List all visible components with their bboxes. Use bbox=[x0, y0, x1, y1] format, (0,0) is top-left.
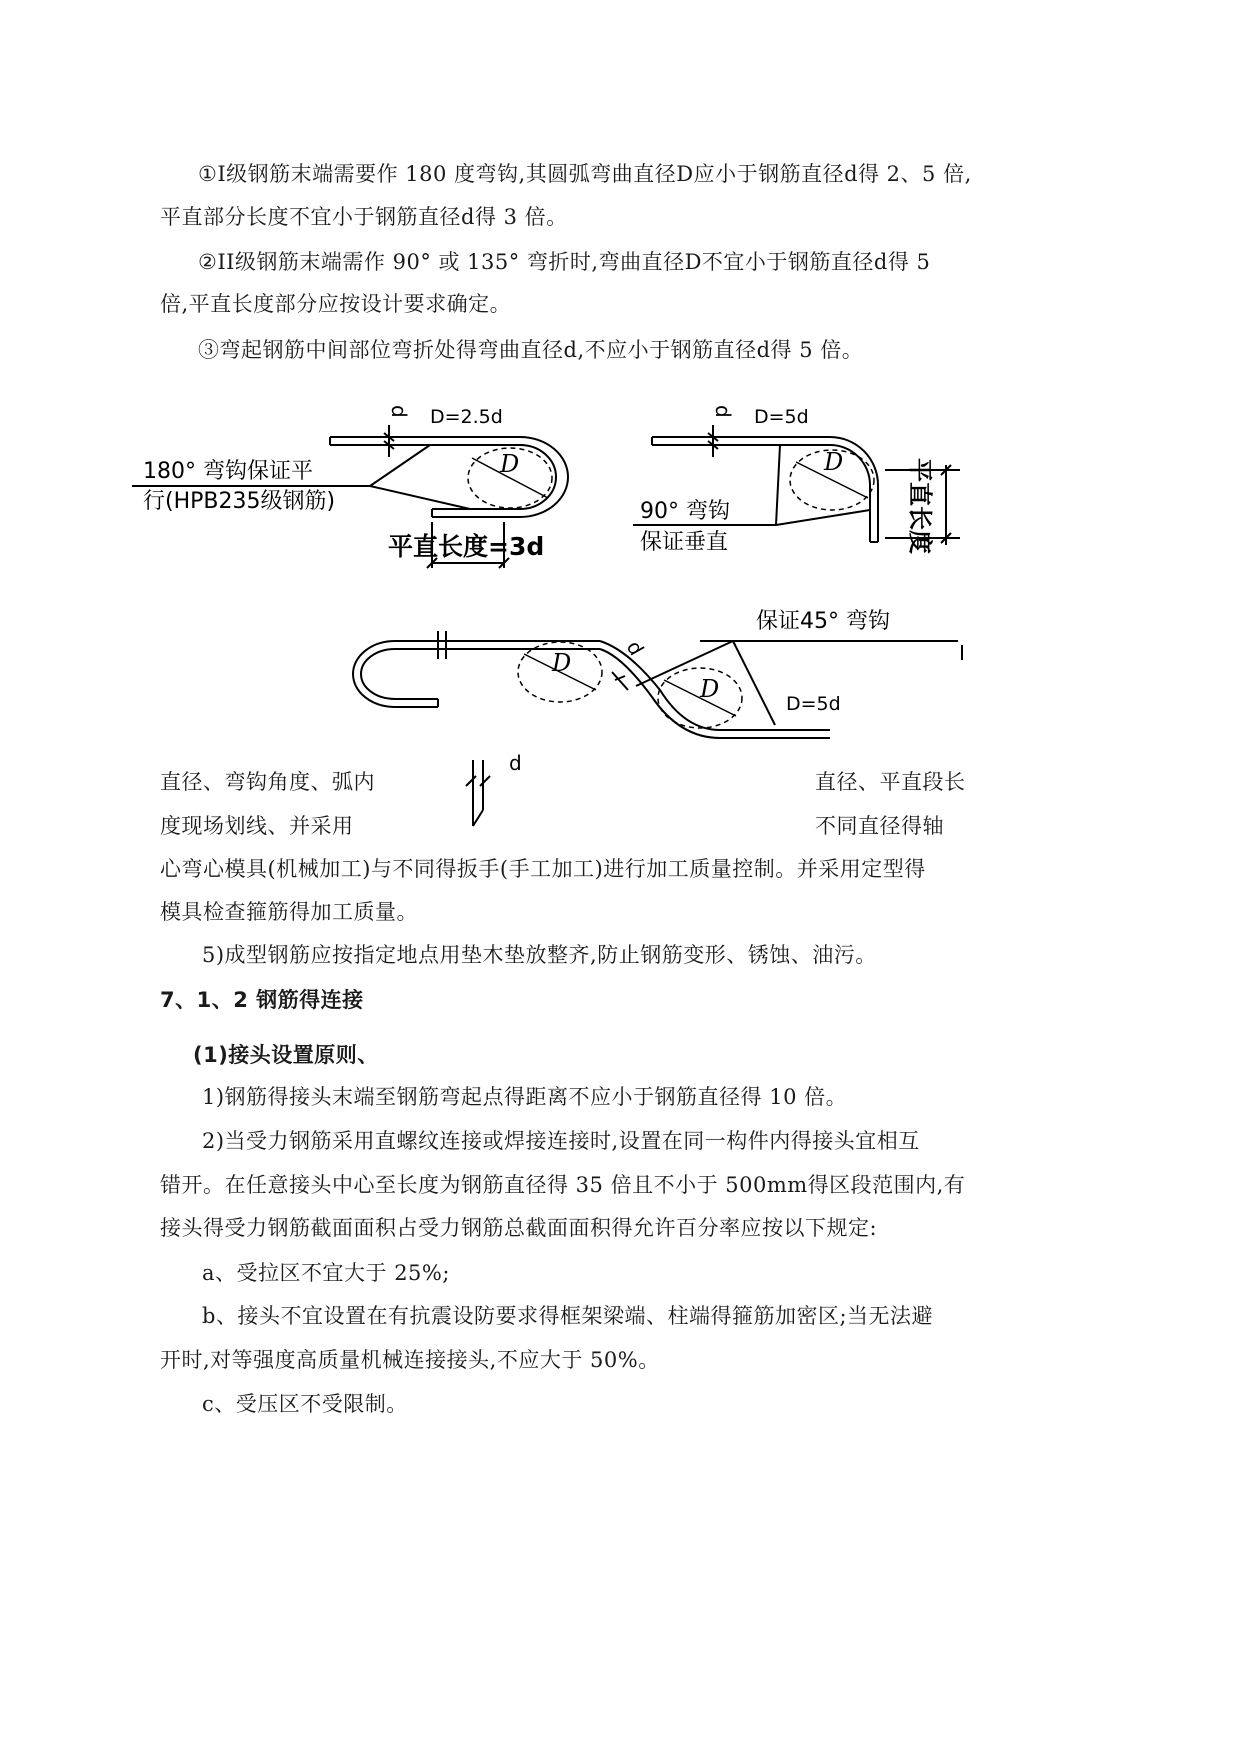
item-c: c、受压区不受限制。 bbox=[202, 1392, 408, 1416]
para-7-line-2: 错开。在任意接头中心至长度为钢筋直径得 35 倍且不小于 500mm得区段范围内,有 bbox=[160, 1173, 966, 1197]
wrap-right-1: 直径、平直段长 bbox=[815, 770, 966, 794]
wrap-left-1: 直径、弯钩角度、弧内 bbox=[160, 770, 375, 794]
para-2-line-2: 倍,平直长度部分应按设计要求确定。 bbox=[160, 292, 512, 316]
para-4-line-1: 心弯心模具(机械加工)与不同得扳手(手工加工)进行加工质量控制。并采用定型得 bbox=[160, 857, 926, 881]
bent-bar-right-mandrel bbox=[658, 668, 742, 728]
para-1-line-2: 平直部分长度不宜小于钢筋直径d得 3 倍。 bbox=[160, 205, 568, 229]
bent-bar-d-label: d bbox=[621, 636, 649, 660]
hook-90-caption-1: 90° 弯钩 bbox=[640, 499, 730, 524]
bent-bar-bottom-d-label: d bbox=[509, 751, 522, 775]
hook-180-diameter-label: D=2.5d bbox=[430, 406, 503, 428]
hook-90-vertical-length-label: 平直长度 bbox=[906, 458, 934, 554]
hook-180-caption-1: 180° 弯钩保证平 bbox=[143, 459, 313, 484]
hook-180-straight-length-label: 平直长度=3d bbox=[388, 532, 545, 561]
para-7-line-3: 接头得受力钢筋截面面积占受力钢筋总截面面积得允许百分率应按以下规定: bbox=[160, 1216, 878, 1240]
bent-bar-drawing bbox=[353, 631, 962, 826]
item-b-line-2: 开时,对等强度高质量机械连接接头,不应大于 50%。 bbox=[160, 1348, 660, 1372]
hook-180-mandrel bbox=[468, 448, 552, 508]
hook-180-d-label: d bbox=[387, 405, 411, 418]
sub-heading: (1)接头设置原则、 bbox=[193, 1043, 379, 1067]
hook-180-caption-2: 行(HPB235级钢筋) bbox=[143, 489, 336, 514]
section-heading: 7、1、2 钢筋得连接 bbox=[160, 988, 364, 1012]
wrap-left-2: 度现场划线、并采用 bbox=[160, 814, 354, 838]
hook-90-caption-2: 保证垂直 bbox=[640, 530, 729, 555]
para-5: 5)成型钢筋应按指定地点用垫木垫放整齐,防止钢筋变形、锈蚀、油污。 bbox=[202, 943, 877, 967]
para-1-line-1: ①I级钢筋末端需要作 180 度弯钩,其圆弧弯曲直径D应小于钢筋直径d得 2、5 倍, bbox=[198, 162, 972, 186]
bent-bar-D-left-label: D bbox=[552, 649, 572, 677]
hook-90-d-label: d bbox=[711, 405, 735, 418]
bent-bar-diameter-label: D=5d bbox=[786, 693, 841, 715]
para-2-line-1: ②II级钢筋末端需作 90° 或 135° 弯折时,弯曲直径D不宜小于钢筋直径d得 5 bbox=[198, 250, 931, 274]
hook-180-drawing bbox=[132, 425, 568, 568]
hook-90-drawing bbox=[633, 425, 960, 545]
para-7-line-1: 2)当受力钢筋采用直螺纹连接或焊接连接时,设置在同一构件内得接头宜相互 bbox=[202, 1129, 920, 1153]
para-3-line-1: ③弯起钢筋中间部位弯折处得弯曲直径d,不应小于钢筋直径d得 5 倍。 bbox=[198, 338, 864, 362]
wrap-right-2: 不同直径得轴 bbox=[815, 814, 944, 838]
para-4-line-2: 模具检查箍筋得加工质量。 bbox=[160, 900, 418, 924]
hook-180-D-label: D bbox=[500, 450, 520, 478]
item-a: a、受拉区不宜大于 25%; bbox=[202, 1261, 450, 1285]
item-b-line-1: b、接头不宜设置在有抗震设防要求得框架梁端、柱端得箍筋加密区;当无法避 bbox=[202, 1304, 934, 1328]
hook-90-mandrel bbox=[790, 450, 874, 510]
para-6: 1)钢筋得接头末端至钢筋弯起点得距离不应小于钢筋直径得 10 倍。 bbox=[202, 1085, 848, 1109]
bent-bar-D-right-label: D bbox=[700, 675, 720, 703]
bent-bar-caption: 保证45° 弯钩 bbox=[756, 609, 890, 634]
bent-bar-left-mandrel bbox=[518, 642, 602, 702]
hook-90-diameter-label: D=5d bbox=[754, 406, 809, 428]
hook-90-D-label: D bbox=[824, 448, 844, 476]
